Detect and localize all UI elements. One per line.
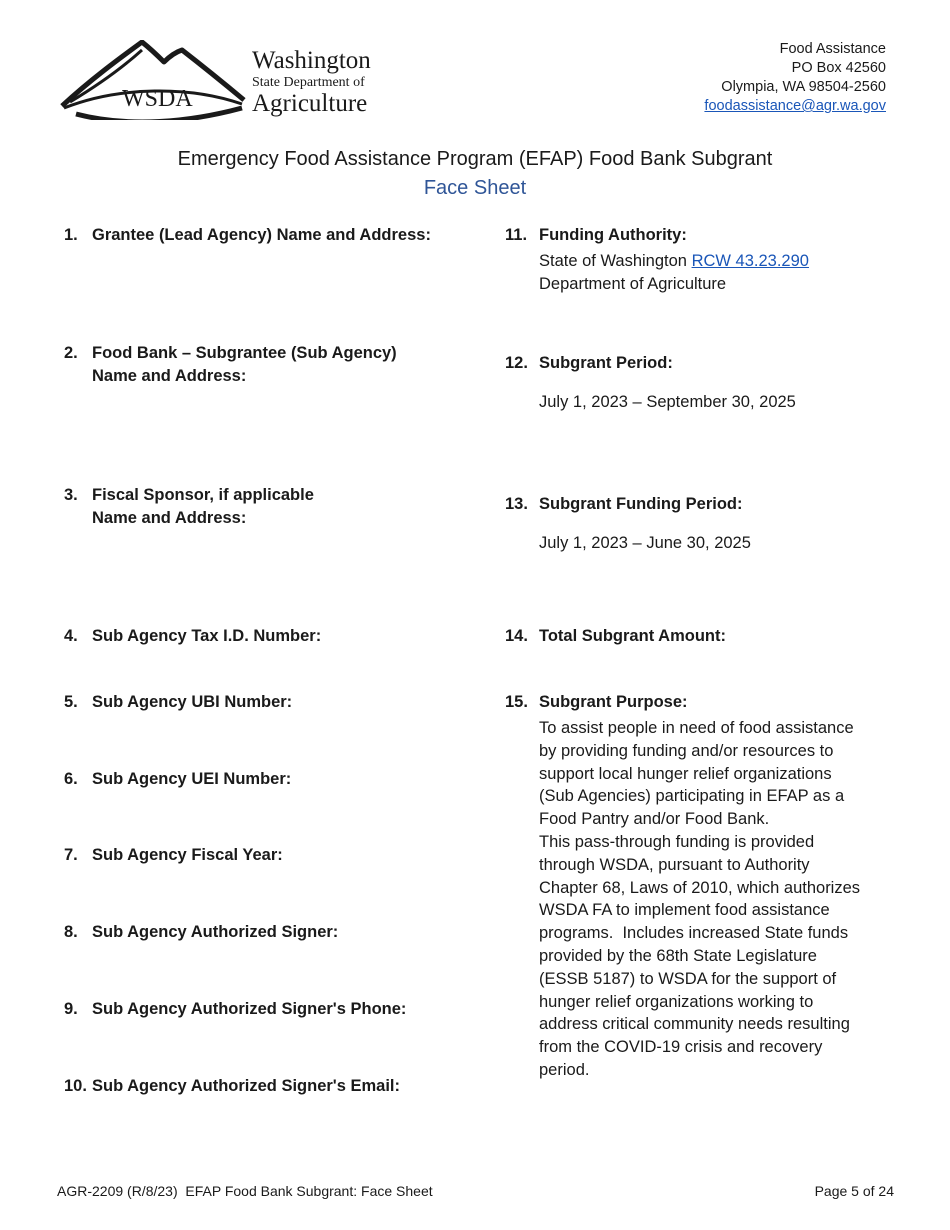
item-number: 4. (64, 627, 78, 645)
funding-authority-text (539, 250, 809, 296)
item-label: Sub Agency Authorized Signer: (92, 923, 339, 941)
purpose-line: address critical community needs resulting (539, 1015, 850, 1034)
item-label: Subgrant Purpose: (539, 693, 688, 711)
contact-email-link[interactable]: foodassistance@agr.wa.gov (704, 98, 886, 114)
purpose-line: from the COVID-19 crisis and recovery (539, 1038, 823, 1057)
logo-wordmark (252, 48, 371, 116)
item-label: Food Bank – Subgrantee (Sub Agency) (92, 344, 397, 362)
subgrant-period-value: July 1, 2023 – September 30, 2025 (539, 393, 796, 411)
purpose-line: by providing funding and/or resources to (539, 741, 834, 760)
contact-block (704, 40, 886, 116)
item-number: 15. (505, 693, 528, 711)
item-label-line-2: Name and Address: (92, 509, 247, 527)
logo-line-2: State Department of (252, 75, 365, 90)
purpose-line: WSDA FA to implement food assistance (539, 901, 830, 920)
contact-line-1: Food Assistance (779, 41, 886, 57)
page-title: Emergency Food Assistance Program (EFAP) Food Bank Subgrant (177, 148, 773, 170)
item-label: Total Subgrant Amount: (539, 627, 726, 645)
purpose-line: programs. Includes increased State funds (539, 924, 849, 943)
item-label: Sub Agency UEI Number: (92, 770, 292, 788)
purpose-line: To assist people in need of food assistance (539, 719, 854, 737)
item-number: 12. (505, 354, 528, 372)
purpose-line: Chapter 68, Laws of 2010, which authorizes (539, 878, 861, 897)
purpose-line: (Sub Agencies) participating in EFAP as a (539, 787, 845, 806)
funding-authority-prefix: State of Washington (539, 252, 692, 270)
subgrant-purpose-text (539, 717, 889, 1082)
purpose-line: hunger relief organizations working to (539, 992, 814, 1011)
item-label: Funding Authority: (539, 226, 687, 244)
item-number: 13. (505, 495, 528, 513)
contact-line-2: PO Box 42560 (791, 60, 886, 76)
contact-line-3: Olympia, WA 98504-2560 (721, 79, 886, 95)
logo-mark: WSDA (122, 86, 193, 112)
item-number: 7. (64, 846, 78, 864)
item-number: 14. (505, 627, 528, 645)
item-number: 3. (64, 486, 78, 504)
item-label: Subgrant Period: (539, 354, 673, 372)
item-label: Subgrant Funding Period: (539, 495, 743, 513)
item-label: Grantee (Lead Agency) Name and Address: (92, 226, 431, 244)
footer-page-number: Page 5 of 24 (814, 1183, 894, 1199)
rcw-link[interactable]: RCW 43.23.290 (691, 252, 809, 270)
item-label-line-2: Name and Address: (92, 367, 247, 385)
item-label: Sub Agency Tax I.D. Number: (92, 627, 322, 645)
item-number: 6. (64, 770, 78, 788)
purpose-line: through WSDA, pursuant to Authority (539, 855, 810, 874)
item-number: 2. (64, 344, 78, 362)
purpose-line: period. (539, 1060, 590, 1079)
funding-period-value: July 1, 2023 – June 30, 2025 (539, 534, 751, 552)
wsda-logo (60, 40, 246, 125)
item-label: Fiscal Sponsor, if applicable (92, 486, 314, 504)
item-label: Sub Agency UBI Number: (92, 693, 293, 711)
purpose-line: provided by the 68th State Legislature (539, 946, 817, 965)
item-number: 1. (64, 226, 78, 244)
item-number: 9. (64, 1000, 78, 1018)
purpose-line: Food Pantry and/or Food Bank. (539, 810, 770, 829)
item-label: Sub Agency Authorized Signer's Email: (92, 1077, 400, 1095)
item-number: 11. (505, 226, 528, 244)
item-number: 5. (64, 693, 78, 711)
logo-line-1: Washington (252, 47, 371, 74)
logo-line-3: Agriculture (252, 90, 368, 117)
item-number: 10. (64, 1077, 87, 1095)
funding-authority-dept: Department of Agriculture (539, 274, 727, 293)
footer-form-id: AGR-2209 (R/8/23) EFAP Food Bank Subgrant: Face Sheet (57, 1183, 433, 1199)
mountain-logo-icon (60, 40, 246, 120)
item-label: Sub Agency Authorized Signer's Phone: (92, 1000, 407, 1018)
purpose-line: support local hunger relief organizations (539, 764, 832, 783)
purpose-line: (ESSB 5187) to WSDA for the support of (539, 969, 837, 988)
page-subtitle: Face Sheet (423, 177, 527, 199)
purpose-line: This pass-through funding is provided (539, 832, 815, 851)
item-label: Sub Agency Fiscal Year: (92, 846, 283, 864)
item-number: 8. (64, 923, 78, 941)
